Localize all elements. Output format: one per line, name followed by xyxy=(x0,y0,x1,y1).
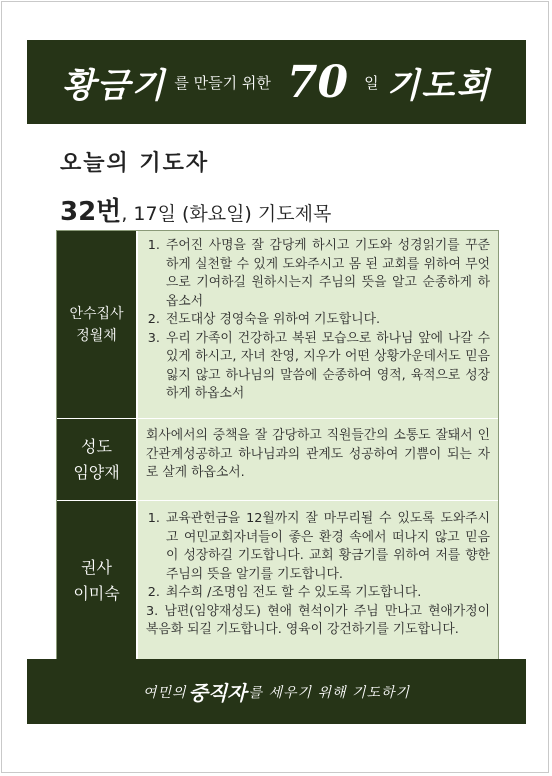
subheading-rest: , 17일 (화요일) 기도제목 xyxy=(121,203,332,225)
name-cell xyxy=(57,419,136,500)
title-label: 안수집사 xyxy=(69,305,124,322)
title-label: 성도 xyxy=(81,436,112,456)
footer-part2: 중직자 xyxy=(188,681,247,705)
footer-part3: 를 세우기 위해 기도하기 xyxy=(248,684,411,701)
prayer-item: 2. 전도대상 경영숙을 위하여 기도합니다. xyxy=(164,311,490,330)
name-cell xyxy=(57,231,136,418)
prayer-item: 2. 최수희 /조명임 전도 할 수 있도록 기도합니다. xyxy=(164,584,490,603)
prayer-item: 3. 우리 가족이 건강하고 복된 모습으로 하나님 앞에 나갈 수 있게 하시고, 자녀 찬영, 지우가 어떤 상황가운데서도 믿음 잃지 않고 하나님의 말씀에 순종하여 영적, 육적으로 성장하게 하옵소서 xyxy=(164,330,490,404)
prayer-table xyxy=(56,230,499,661)
footer-part1: 여민의 xyxy=(142,684,187,701)
banner-part3: 70 xyxy=(286,56,349,108)
prayer-list xyxy=(146,510,490,603)
prayer-list xyxy=(146,237,490,404)
prayer-content xyxy=(138,231,498,418)
prayer-content xyxy=(138,419,498,500)
prayer-row xyxy=(57,419,498,500)
prayer-item-3: 3. 남편(임양재성도) 현애 현석이가 주님 만나고 현애가정이 복음화 되길 기도합니다. 영육이 강건하기를 기도합니다. xyxy=(146,603,490,637)
person-name: 이미숙 xyxy=(73,583,120,603)
prayer-text: 회사에서의 중책을 잘 감당하고 직원들간의 소통도 잘돼서 인간관계성공하고 하나님과의 관계도 성공하여 기쁨이 되는 자로 살게 하옵소서. xyxy=(146,428,490,480)
banner-part2: 를 만들기 위한 xyxy=(174,73,271,92)
prayer-number: 32번 xyxy=(60,197,122,227)
prayer-item: 1. 교육관헌금을 12월까지 잘 마무리될 수 있도록 도와주시고 여민교회자녀들이 좋은 환경 속에서 떠나지 않고 믿음이 성장하길 기도합니다. 교회 황금기를 위하여 저를 향한 주님의 뜻을 알기를 기도합니다. xyxy=(164,510,490,584)
subheading xyxy=(60,191,331,228)
title-banner xyxy=(27,40,526,124)
name-cell xyxy=(57,501,136,660)
banner-part5: 기도회 xyxy=(386,65,492,106)
prayer-row xyxy=(57,231,498,418)
prayer-item: 1. 주어진 사명을 잘 감당케 하시고 기도와 성경읽기를 꾸준하게 실천할 수 있게 도와주시고 몸 된 교회를 위하여 무엇으로 기여하길 원하시는지 주님의 뜻을 알고 순종하게 하옵소서 xyxy=(164,237,490,311)
prayer-content xyxy=(138,501,498,660)
section-title: 오늘의 기도자 xyxy=(60,151,210,176)
prayer-row xyxy=(57,501,498,660)
title-label: 권사 xyxy=(81,557,112,577)
banner-part1: 황금기 xyxy=(61,65,167,106)
footer-banner xyxy=(27,659,526,724)
person-name: 정월채 xyxy=(76,327,117,344)
person-name: 임양재 xyxy=(73,462,120,482)
banner-part4: 일 xyxy=(364,73,379,92)
